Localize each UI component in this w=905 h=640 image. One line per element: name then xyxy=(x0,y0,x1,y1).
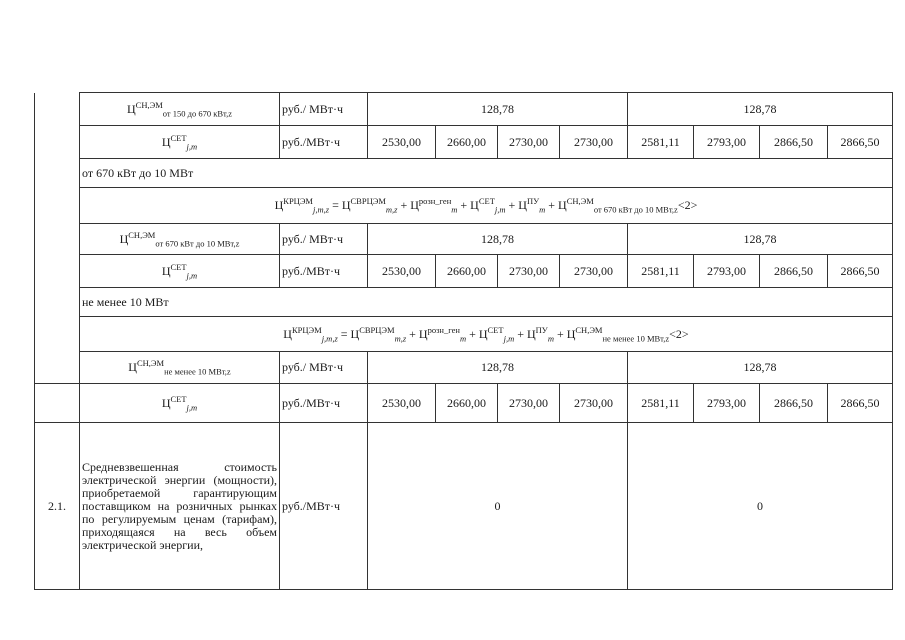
value-cell: 2530,00 xyxy=(368,126,436,159)
number-cell xyxy=(35,224,80,255)
tariff-table xyxy=(34,92,893,590)
number-cell xyxy=(35,384,80,423)
value-cell-group1: 0 xyxy=(368,423,628,590)
value-cell-group2: 128,78 xyxy=(628,93,893,126)
unit-cell: руб./МВт·ч xyxy=(280,255,368,288)
value-cell: 2660,00 xyxy=(436,384,498,423)
value-cell: 2660,00 xyxy=(436,255,498,288)
number-cell xyxy=(35,317,80,352)
item-description: Средневзвешенная стоимость электрической энергии (мощности), приобретаемой гарантирующим поставщиком на розничных рынках по регулируемым ценам (тарифам), приходящаяся на весь объем электрической энергии, xyxy=(80,423,280,590)
number-cell xyxy=(35,188,80,224)
value-cell-group2: 128,78 xyxy=(628,352,893,384)
value-cell: 2730,00 xyxy=(498,126,560,159)
unit-cell: руб./МВт·ч xyxy=(280,126,368,159)
table-row xyxy=(35,159,893,188)
value-cell-group2: 0 xyxy=(628,423,893,590)
value-cell: 2793,00 xyxy=(694,126,760,159)
value-cell: 2581,11 xyxy=(628,126,694,159)
footnote-ref: <2> xyxy=(669,326,689,341)
table-row xyxy=(35,93,893,126)
unit-cell: руб./ МВт·ч xyxy=(280,224,368,255)
unit-cell: руб./МВт·ч xyxy=(280,423,368,590)
capacity-symbol: $Ц^{СН,ЭМ}_{от 670 кВт до 10 МВт,z}$ xyxy=(80,224,280,255)
capacity-symbol: $Ц^{СН,ЭМ}_{от 150 до 670 кВт,z}$ xyxy=(80,93,280,126)
table-row xyxy=(35,352,893,384)
table-row xyxy=(35,188,893,224)
number-cell xyxy=(35,255,80,288)
number-cell xyxy=(35,126,80,159)
table-row xyxy=(35,384,893,423)
value-cell: 2581,11 xyxy=(628,255,694,288)
value-cell-group1: 128,78 xyxy=(368,352,628,384)
unit-cell: руб./ МВт·ч xyxy=(280,352,368,384)
value-cell: 2730,00 xyxy=(560,384,628,423)
unit-cell: руб./МВт·ч xyxy=(280,384,368,423)
table-row xyxy=(35,126,893,159)
value-cell: 2730,00 xyxy=(498,384,560,423)
value-cell-group2: 128,78 xyxy=(628,224,893,255)
number-cell xyxy=(35,93,80,126)
number-cell xyxy=(35,288,80,317)
value-cell: 2793,00 xyxy=(694,384,760,423)
value-cell: 2866,50 xyxy=(760,255,828,288)
value-cell: 2730,00 xyxy=(560,255,628,288)
table-row xyxy=(35,224,893,255)
unit-cell: руб./ МВт·ч xyxy=(280,93,368,126)
value-cell: 2730,00 xyxy=(560,126,628,159)
value-cell: 2530,00 xyxy=(368,384,436,423)
value-cell: 2866,50 xyxy=(828,255,893,288)
value-cell-group1: 128,78 xyxy=(368,224,628,255)
network-symbol: $Ц^{СЕТ}_{j,m}$ xyxy=(80,126,280,159)
value-cell: 2866,50 xyxy=(828,126,893,159)
value-cell: 2793,00 xyxy=(694,255,760,288)
value-cell: 2866,50 xyxy=(760,384,828,423)
network-symbol: $Ц^{СЕТ}_{j,m}$ xyxy=(80,255,280,288)
number-cell xyxy=(35,159,80,188)
table-row xyxy=(35,317,893,352)
table-row xyxy=(35,423,893,590)
value-cell: 2530,00 xyxy=(368,255,436,288)
value-cell-group1: 128,78 xyxy=(368,93,628,126)
network-symbol: $Ц^{СЕТ}_{j,m}$ xyxy=(80,384,280,423)
number-cell xyxy=(35,352,80,384)
footnote-ref: <2> xyxy=(677,198,698,212)
table-row xyxy=(35,255,893,288)
price-formula: $Ц^{КРЦЭМ}_{j,m,z} = Ц^{СВРЦЭМ}_{m,z} + Ц^{розн\_ген}_m + Ц^{СЕТ}_{j,m} + Ц^{ПУ}_m + Ц^{СН,ЭМ}_{не менее 10 МВт,z}<2>$ xyxy=(80,317,893,352)
value-cell: 2866,50 xyxy=(760,126,828,159)
price-formula: $Ц^{КРЦЭМ}_{j,m,z} = Ц^{СВРЦЭМ}_{m,z} + Ц^{розн\_ген}_m + Ц^{СЕТ}_{j,m} + Ц^{ПУ}_m + Ц^{СН,ЭМ}_{от 670 кВт до 10 МВт,z}<2>$ xyxy=(80,188,893,224)
capacity-symbol: $Ц^{СН,ЭМ}_{не менее 10 МВт,z}$ xyxy=(80,352,280,384)
table-row xyxy=(35,288,893,317)
value-cell: 2866,50 xyxy=(828,384,893,423)
value-cell: 2581,11 xyxy=(628,384,694,423)
value-cell: 2730,00 xyxy=(498,255,560,288)
section-label: не менее 10 МВт xyxy=(80,288,893,317)
value-cell: 2660,00 xyxy=(436,126,498,159)
item-number: 2.1. xyxy=(35,423,80,590)
section-label: от 670 кВт до 10 МВт xyxy=(80,159,893,188)
